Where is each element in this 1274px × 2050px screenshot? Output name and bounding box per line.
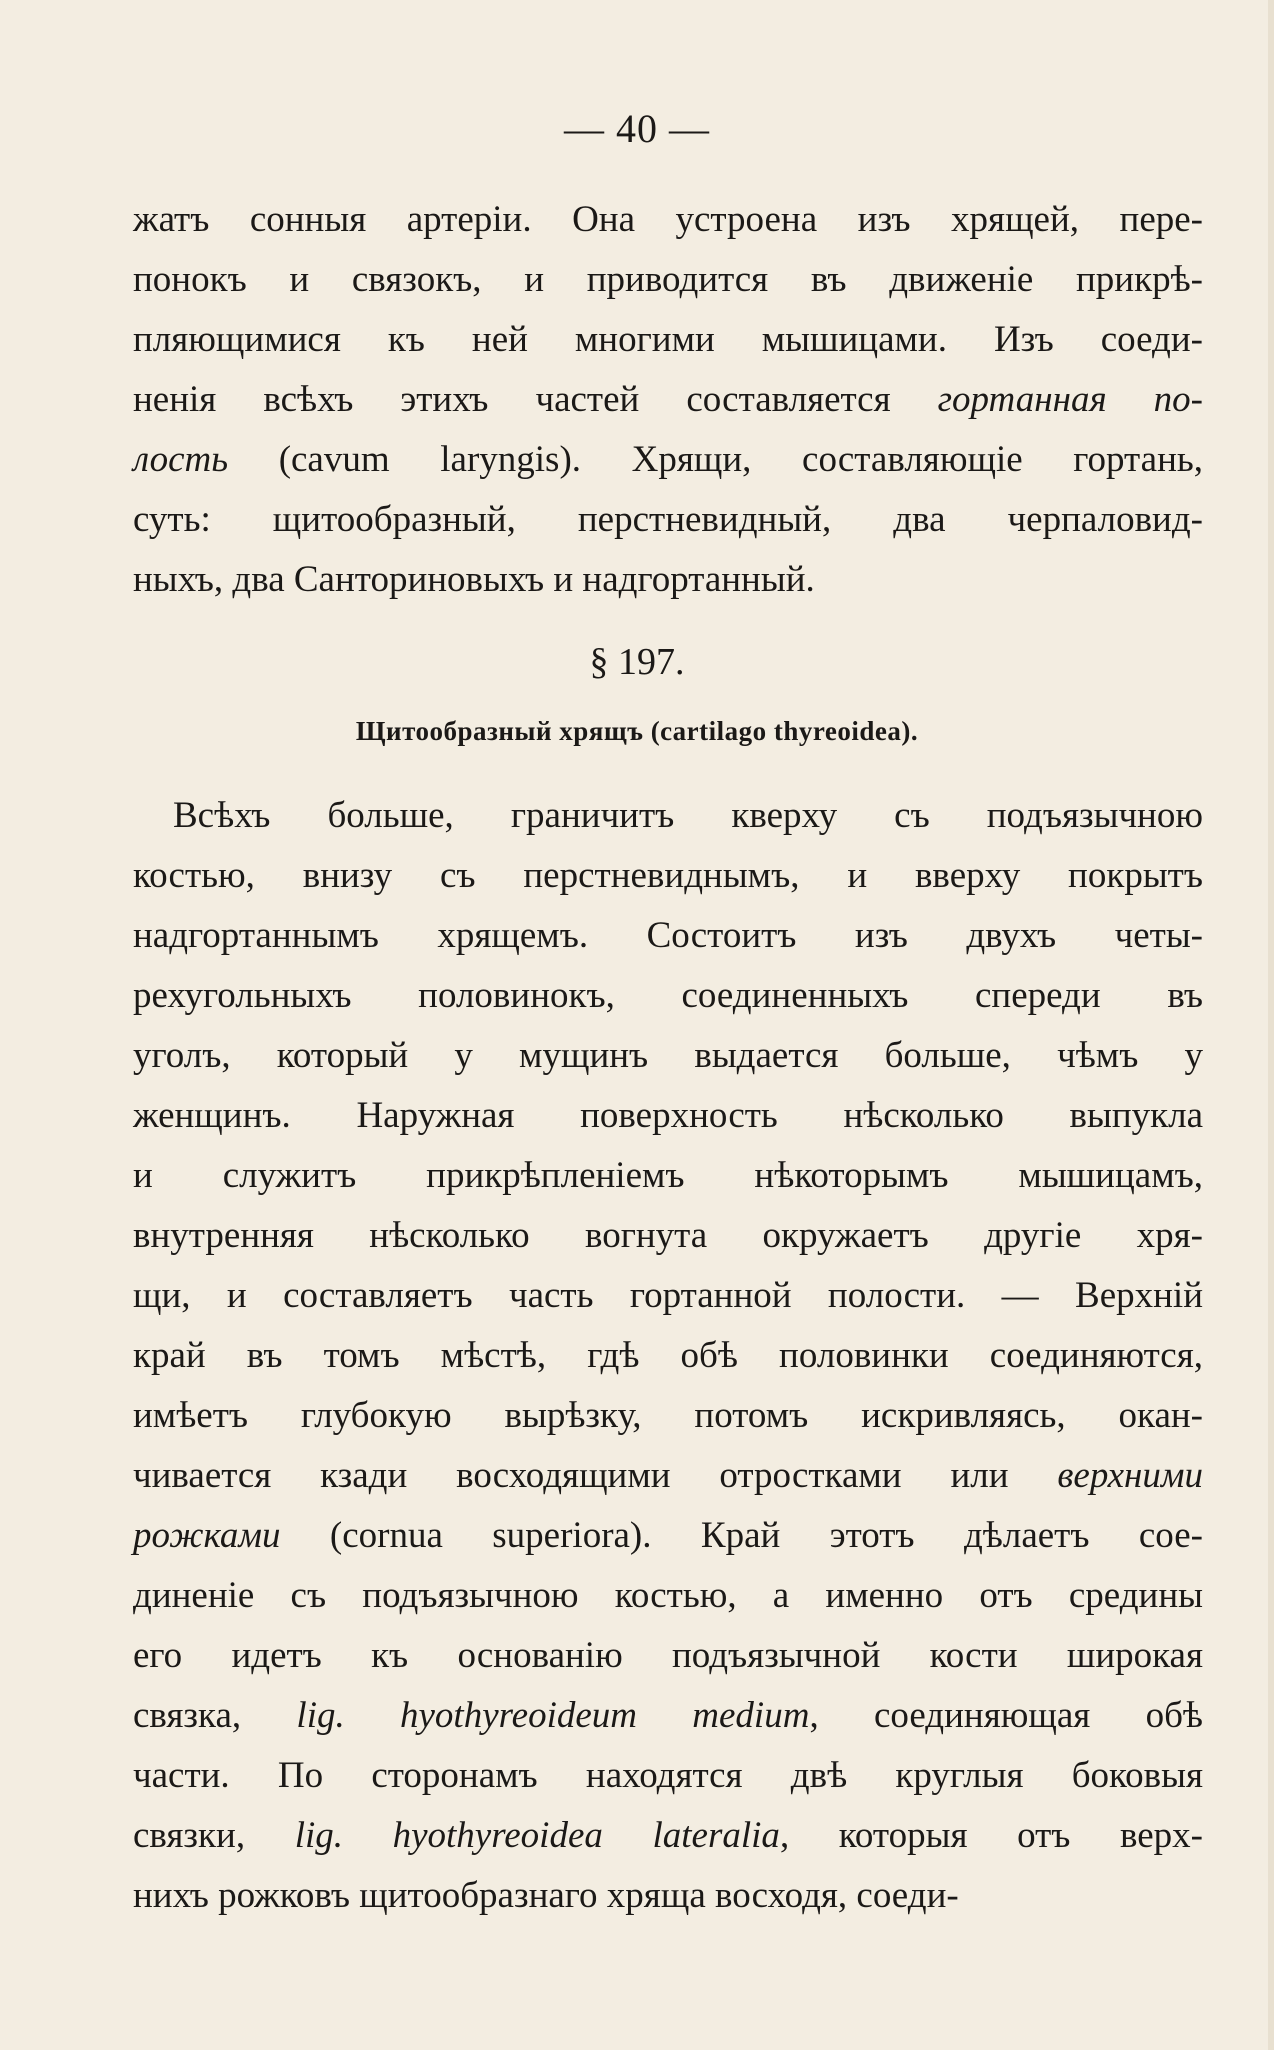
italic-term: верхними — [1057, 1455, 1203, 1496]
text-line: имѣетъ глубокую вырѣзку, потомъ искривляясь, окан- — [133, 1395, 1203, 1436]
paragraph-body — [133, 786, 1203, 1926]
text-line: щи, и составляетъ часть гортанной полости. — Верхній — [133, 1275, 1203, 1316]
text-line: надгортаннымъ хрящемъ. Состоитъ изъ двухъ четы- — [133, 915, 1203, 956]
text-line: внутренняя нѣсколько вогнута окружаетъ другіе хря- — [133, 1215, 1203, 1256]
text-line: понокъ и связокъ, и приводится въ движеніе прикрѣ- — [133, 259, 1203, 300]
text-line: его идетъ къ основанію подъязычной кости широкая — [133, 1635, 1203, 1676]
text-line: рожками (cornua superiora). Край этотъ дѣлаетъ сое- — [133, 1515, 1203, 1556]
section-title: Щитообразный хрящъ (cartilago thyreoidea). — [355, 716, 919, 746]
page-number: — 40 — — [564, 106, 710, 151]
text-line: части. По сторонамъ находятся двѣ круглыя боковыя — [133, 1755, 1203, 1796]
italic-term: лость — [133, 439, 229, 480]
italic-term: lig. hyothyreoidea lateralia — [294, 1815, 780, 1856]
text-line: связка, lig. hyothyreoideum medium, соединяющая обѣ — [133, 1695, 1203, 1736]
text-line: чивается кзади восходящими отростками или верхними — [133, 1455, 1203, 1496]
text-line: суть: щитообразный, перстневидный, два черпаловид- — [133, 499, 1203, 540]
text-line: костью, внизу съ перстневиднымъ, и вверху покрытъ — [133, 855, 1203, 896]
italic-term: lig. hyothyreoideum medium — [296, 1695, 810, 1736]
italic-term: рожками — [133, 1515, 281, 1556]
text-line: диненіе съ подъязычною костью, а именно отъ средины — [133, 1575, 1203, 1616]
text-line: лость (cavum laryngis). Хрящи, составляющіе гортань, — [133, 439, 1203, 480]
text-line: и служитъ прикрѣпленіемъ нѣкоторымъ мышицамъ, — [133, 1155, 1203, 1196]
text-line: рехугольныхъ половинокъ, соединенныхъ спереди въ — [133, 975, 1203, 1016]
text-line: связки, lig. hyothyreoidea lateralia, которыя отъ верх- — [133, 1815, 1203, 1856]
page-edge — [1268, 0, 1274, 2050]
text-line: уголъ, который у мущинъ выдается больше, чѣмъ у — [133, 1035, 1203, 1076]
paragraph-continuation — [133, 190, 1203, 610]
text-line: женщинъ. Наружная поверхность нѣсколько выпукла — [133, 1095, 1203, 1136]
text-line: пляющимися къ ней многими мышицами. Изъ соеди- — [133, 319, 1203, 360]
text-line: Всѣхъ больше, граничитъ кверху съ подъязычною — [173, 795, 1203, 836]
section-number: § 197. — [589, 641, 685, 683]
text-line: край въ томъ мѣстѣ, гдѣ обѣ половинки соединяются, — [133, 1335, 1203, 1376]
text-line: жатъ сонныя артеріи. Она устроена изъ хрящей, пере- — [133, 199, 1203, 240]
text-line: ныхъ, два Санториновыхъ и надгортанный. — [133, 559, 815, 600]
text-line: ненія всѣхъ этихъ частей составляется гортанная по- — [133, 379, 1203, 420]
text-line: нихъ рожковъ щитообразнаго хряща восходя, соеди- — [133, 1875, 959, 1916]
italic-term: гортанная по- — [937, 379, 1203, 420]
